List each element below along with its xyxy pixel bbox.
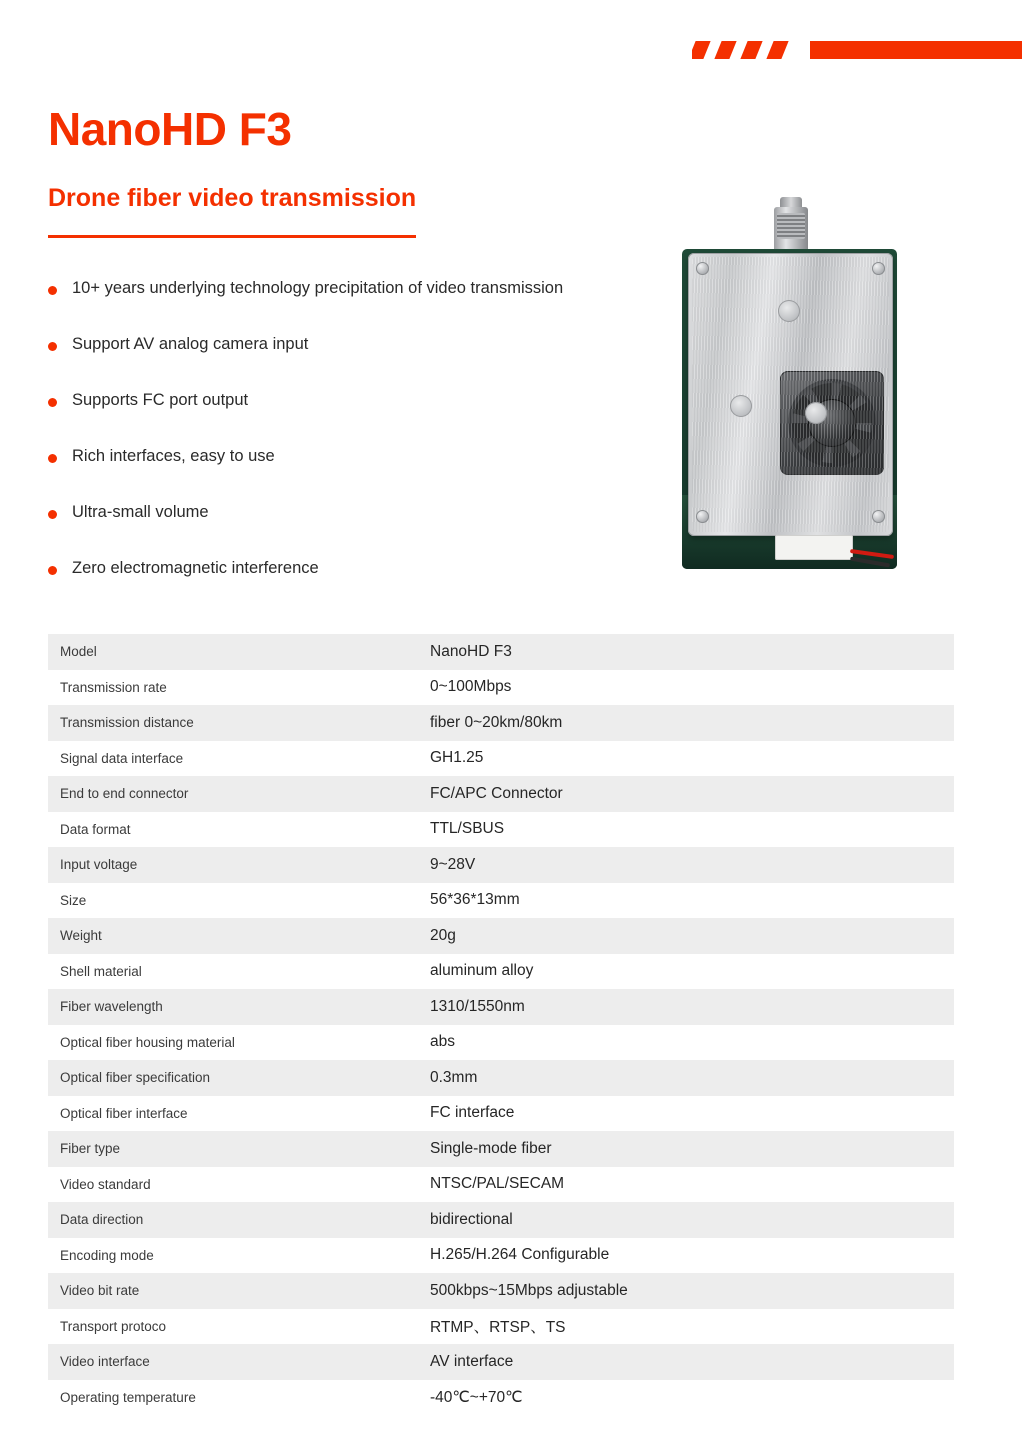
knurled-nut [730,395,752,417]
table-row [48,954,954,990]
spec-key: Transport protoco [48,1309,418,1345]
feature-label: 10+ years underlying technology precipitation of video transmission [72,279,564,297]
spec-key: Video standard [48,1167,418,1203]
table-row [48,918,954,954]
list-item [48,278,648,334]
list-item [48,390,648,446]
spec-value: 20g [418,918,954,954]
feature-list [48,278,648,614]
table-row [48,1167,954,1203]
spec-key: Data format [48,812,418,848]
knurled-nut [778,300,800,322]
spec-value: bidirectional [418,1202,954,1238]
feature-label: Rich interfaces, easy to use [72,447,275,465]
table-row [48,1344,954,1380]
title-divider [48,235,416,238]
spec-value: NTSC/PAL/SECAM [418,1167,954,1203]
aluminum-case [688,253,893,536]
feature-label: Support AV analog camera input [72,335,309,353]
spec-key: Shell material [48,954,418,990]
spec-key: Optical fiber specification [48,1060,418,1096]
table-row [48,741,954,777]
spec-key: Video bit rate [48,1273,418,1309]
list-item [48,446,648,502]
bullet-icon [48,398,57,407]
list-item [48,558,648,614]
screw-icon [696,262,709,275]
table-row [48,1025,954,1061]
table-row [48,1096,954,1132]
spec-key: Optical fiber housing material [48,1025,418,1061]
table-row [48,1273,954,1309]
stripe-slash-icon [714,41,736,59]
spec-key: Transmission rate [48,670,418,706]
bullet-icon [48,510,57,519]
spec-value: 0~100Mbps [418,670,954,706]
table-row [48,634,954,670]
table-row [48,1380,954,1416]
table-row [48,670,954,706]
spec-key: Fiber type [48,1131,418,1167]
spec-value: AV interface [418,1344,954,1380]
table-row [48,1238,954,1274]
list-item [48,334,648,390]
cooling-fan [780,371,884,475]
table-row [48,776,954,812]
screw-icon [696,510,709,523]
table-row [48,1202,954,1238]
spec-key: Weight [48,918,418,954]
spec-value: Single-mode fiber [418,1131,954,1167]
spec-value: GH1.25 [418,741,954,777]
spec-value: -40℃~+70℃ [418,1380,954,1416]
spec-key: Input voltage [48,847,418,883]
stripe-slash-icon [692,41,711,59]
bullet-icon [48,286,57,295]
table-row [48,883,954,919]
stripe-bar [810,41,1022,59]
spec-value: 9~28V [418,847,954,883]
knurled-nut [805,402,827,424]
spec-value: RTMP、RTSP、TS [418,1309,954,1345]
spec-value: 1310/1550nm [418,989,954,1025]
spec-value: 500kbps~15Mbps adjustable [418,1273,954,1309]
stripe-slash-icon [740,41,762,59]
product-label-sticker [775,535,853,560]
spec-key: Optical fiber interface [48,1096,418,1132]
header-stripe-decoration [692,32,1022,68]
spec-value: FC/APC Connector [418,776,954,812]
spec-value: NanoHD F3 [418,634,954,670]
screw-icon [872,262,885,275]
spec-key: Video interface [48,1344,418,1380]
feature-label: Ultra-small volume [72,503,209,521]
spec-key: Signal data interface [48,741,418,777]
stripe-slash-icon [766,41,788,59]
table-row [48,705,954,741]
table-row [48,1309,954,1345]
spec-value: aluminum alloy [418,954,954,990]
page-subtitle: Drone fiber video transmission [48,184,417,212]
table-row [48,989,954,1025]
page-title: NanoHD F3 [48,103,292,155]
bullet-icon [48,566,57,575]
spec-key: Transmission distance [48,705,418,741]
screw-icon [872,510,885,523]
spec-key: Encoding mode [48,1238,418,1274]
spec-key: Size [48,883,418,919]
spec-key: End to end connector [48,776,418,812]
specification-table [48,634,954,1415]
list-item [48,502,648,558]
spec-value: FC interface [418,1096,954,1132]
bullet-icon [48,342,57,351]
feature-label: Supports FC port output [72,391,249,409]
spec-value: abs [418,1025,954,1061]
table-row [48,847,954,883]
bullet-icon [48,454,57,463]
spec-key: Data direction [48,1202,418,1238]
spec-value: 56*36*13mm [418,883,954,919]
spec-key: Operating temperature [48,1380,418,1416]
feature-label: Zero electromagnetic interference [72,559,319,577]
spec-value: fiber 0~20km/80km [418,705,954,741]
table-row [48,1131,954,1167]
spec-key: Fiber wavelength [48,989,418,1025]
table-row [48,1060,954,1096]
spec-key: Model [48,634,418,670]
product-image [650,205,980,585]
table-row [48,812,954,848]
spec-value: H.265/H.264 Configurable [418,1238,954,1274]
spec-value: 0.3mm [418,1060,954,1096]
spec-value: TTL/SBUS [418,812,954,848]
